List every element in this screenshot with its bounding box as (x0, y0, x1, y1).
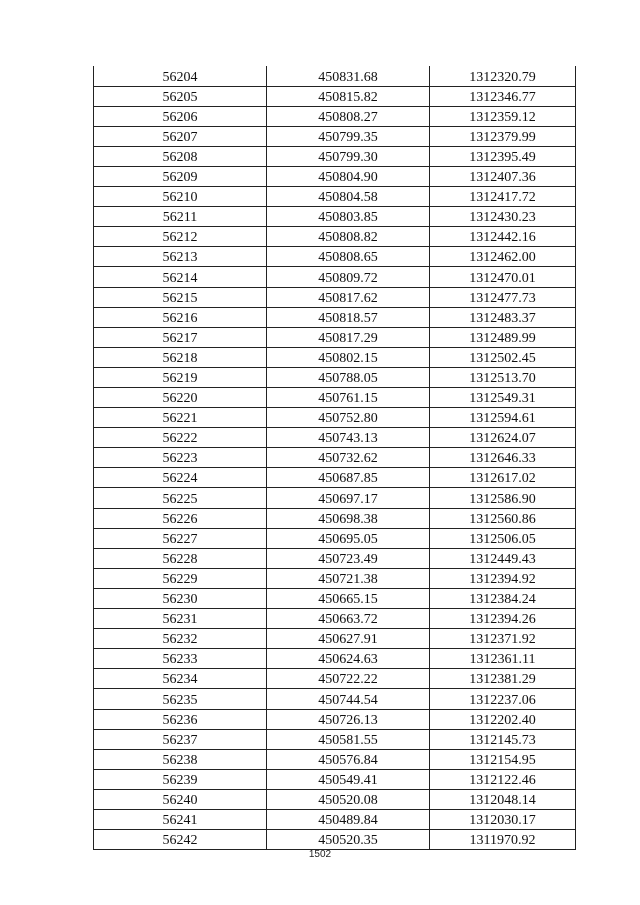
table-row (94, 669, 576, 689)
table-row (94, 227, 576, 247)
point-id-cell: 56214 (94, 267, 267, 287)
point-id-cell: 56232 (94, 629, 267, 649)
point-id-cell: 56223 (94, 448, 267, 468)
y-coordinate-cell: 1312430.23 (430, 207, 576, 227)
x-coordinate-cell: 450665.15 (267, 588, 430, 608)
coordinate-table-body (94, 66, 576, 850)
point-id-cell: 56207 (94, 126, 267, 146)
point-id-cell: 56237 (94, 729, 267, 749)
point-id-cell: 56206 (94, 106, 267, 126)
y-coordinate-cell: 1312379.99 (430, 126, 576, 146)
point-id-cell: 56229 (94, 568, 267, 588)
table-row (94, 468, 576, 488)
y-coordinate-cell: 1312202.40 (430, 709, 576, 729)
x-coordinate-cell: 450817.62 (267, 287, 430, 307)
x-coordinate-cell: 450624.63 (267, 649, 430, 669)
x-coordinate-cell: 450788.05 (267, 367, 430, 387)
y-coordinate-cell: 1312646.33 (430, 448, 576, 468)
table-row (94, 488, 576, 508)
x-coordinate-cell: 450808.65 (267, 247, 430, 267)
point-id-cell: 56217 (94, 327, 267, 347)
y-coordinate-cell: 1312560.86 (430, 508, 576, 528)
table-row (94, 689, 576, 709)
table-row (94, 388, 576, 408)
point-id-cell: 56211 (94, 207, 267, 227)
point-id-cell: 56236 (94, 709, 267, 729)
x-coordinate-cell: 450695.05 (267, 528, 430, 548)
x-coordinate-cell: 450726.13 (267, 709, 430, 729)
table-row (94, 428, 576, 448)
x-coordinate-cell: 450687.85 (267, 468, 430, 488)
point-id-cell: 56231 (94, 609, 267, 629)
point-id-cell: 56219 (94, 367, 267, 387)
y-coordinate-cell: 1312371.92 (430, 629, 576, 649)
y-coordinate-cell: 1312237.06 (430, 689, 576, 709)
y-coordinate-cell: 1311970.92 (430, 830, 576, 850)
table-row (94, 609, 576, 629)
y-coordinate-cell: 1312549.31 (430, 388, 576, 408)
point-id-cell: 56240 (94, 789, 267, 809)
y-coordinate-cell: 1312122.46 (430, 769, 576, 789)
point-id-cell: 56212 (94, 227, 267, 247)
y-coordinate-cell: 1312145.73 (430, 729, 576, 749)
y-coordinate-cell: 1312381.29 (430, 669, 576, 689)
point-id-cell: 56216 (94, 307, 267, 327)
table-row (94, 86, 576, 106)
y-coordinate-cell: 1312483.37 (430, 307, 576, 327)
x-coordinate-cell: 450761.15 (267, 388, 430, 408)
x-coordinate-cell: 450627.91 (267, 629, 430, 649)
page-number: 1502 (308, 849, 332, 860)
y-coordinate-cell: 1312394.26 (430, 609, 576, 629)
table-row (94, 448, 576, 468)
point-id-cell: 56235 (94, 689, 267, 709)
x-coordinate-cell: 450818.57 (267, 307, 430, 327)
table-row (94, 307, 576, 327)
table-row (94, 729, 576, 749)
table-row (94, 347, 576, 367)
x-coordinate-cell: 450799.35 (267, 126, 430, 146)
table-row (94, 629, 576, 649)
point-id-cell: 56221 (94, 408, 267, 428)
point-id-cell: 56224 (94, 468, 267, 488)
y-coordinate-cell: 1312449.43 (430, 548, 576, 568)
table-row (94, 327, 576, 347)
coordinate-table (93, 66, 576, 850)
point-id-cell: 56209 (94, 166, 267, 186)
point-id-cell: 56220 (94, 388, 267, 408)
x-coordinate-cell: 450743.13 (267, 428, 430, 448)
x-coordinate-cell: 450663.72 (267, 609, 430, 629)
point-id-cell: 56205 (94, 86, 267, 106)
table-row (94, 267, 576, 287)
y-coordinate-cell: 1312361.11 (430, 649, 576, 669)
point-id-cell: 56230 (94, 588, 267, 608)
x-coordinate-cell: 450803.85 (267, 207, 430, 227)
table-row (94, 508, 576, 528)
x-coordinate-cell: 450799.30 (267, 146, 430, 166)
x-coordinate-cell: 450520.08 (267, 789, 430, 809)
y-coordinate-cell: 1312513.70 (430, 367, 576, 387)
y-coordinate-cell: 1312462.00 (430, 247, 576, 267)
y-coordinate-cell: 1312502.45 (430, 347, 576, 367)
point-id-cell: 56210 (94, 187, 267, 207)
y-coordinate-cell: 1312394.92 (430, 568, 576, 588)
point-id-cell: 56225 (94, 488, 267, 508)
x-coordinate-cell: 450808.82 (267, 227, 430, 247)
y-coordinate-cell: 1312470.01 (430, 267, 576, 287)
y-coordinate-cell: 1312586.90 (430, 488, 576, 508)
y-coordinate-cell: 1312154.95 (430, 749, 576, 769)
y-coordinate-cell: 1312320.79 (430, 66, 576, 86)
table-row (94, 789, 576, 809)
y-coordinate-cell: 1312395.49 (430, 146, 576, 166)
y-coordinate-cell: 1312346.77 (430, 86, 576, 106)
x-coordinate-cell: 450697.17 (267, 488, 430, 508)
point-id-cell: 56215 (94, 287, 267, 307)
table-row (94, 528, 576, 548)
point-id-cell: 56239 (94, 769, 267, 789)
table-row (94, 367, 576, 387)
point-id-cell: 56218 (94, 347, 267, 367)
table-row (94, 247, 576, 267)
y-coordinate-cell: 1312407.36 (430, 166, 576, 186)
table-row (94, 830, 576, 850)
y-coordinate-cell: 1312617.02 (430, 468, 576, 488)
x-coordinate-cell: 450489.84 (267, 809, 430, 829)
x-coordinate-cell: 450732.62 (267, 448, 430, 468)
y-coordinate-cell: 1312489.99 (430, 327, 576, 347)
point-id-cell: 56213 (94, 247, 267, 267)
point-id-cell: 56233 (94, 649, 267, 669)
x-coordinate-cell: 450802.15 (267, 347, 430, 367)
x-coordinate-cell: 450744.54 (267, 689, 430, 709)
table-row (94, 207, 576, 227)
point-id-cell: 56242 (94, 830, 267, 850)
y-coordinate-cell: 1312594.61 (430, 408, 576, 428)
x-coordinate-cell: 450520.35 (267, 830, 430, 850)
table-row (94, 709, 576, 729)
y-coordinate-cell: 1312417.72 (430, 187, 576, 207)
x-coordinate-cell: 450722.22 (267, 669, 430, 689)
table-row (94, 146, 576, 166)
point-id-cell: 56226 (94, 508, 267, 528)
table-row (94, 649, 576, 669)
table-row (94, 408, 576, 428)
x-coordinate-cell: 450804.90 (267, 166, 430, 186)
point-id-cell: 56228 (94, 548, 267, 568)
y-coordinate-cell: 1312030.17 (430, 809, 576, 829)
point-id-cell: 56204 (94, 66, 267, 86)
y-coordinate-cell: 1312624.07 (430, 428, 576, 448)
table-row (94, 106, 576, 126)
table-row (94, 809, 576, 829)
point-id-cell: 56208 (94, 146, 267, 166)
x-coordinate-cell: 450815.82 (267, 86, 430, 106)
table-row (94, 287, 576, 307)
y-coordinate-cell: 1312048.14 (430, 789, 576, 809)
table-row (94, 769, 576, 789)
y-coordinate-cell: 1312359.12 (430, 106, 576, 126)
y-coordinate-cell: 1312442.16 (430, 227, 576, 247)
x-coordinate-cell: 450808.27 (267, 106, 430, 126)
x-coordinate-cell: 450576.84 (267, 749, 430, 769)
point-id-cell: 56241 (94, 809, 267, 829)
table-row (94, 749, 576, 769)
x-coordinate-cell: 450831.68 (267, 66, 430, 86)
point-id-cell: 56222 (94, 428, 267, 448)
x-coordinate-cell: 450723.49 (267, 548, 430, 568)
y-coordinate-cell: 1312384.24 (430, 588, 576, 608)
table-row (94, 126, 576, 146)
point-id-cell: 56234 (94, 669, 267, 689)
x-coordinate-cell: 450752.80 (267, 408, 430, 428)
x-coordinate-cell: 450809.72 (267, 267, 430, 287)
x-coordinate-cell: 450549.41 (267, 769, 430, 789)
x-coordinate-cell: 450581.55 (267, 729, 430, 749)
x-coordinate-cell: 450804.58 (267, 187, 430, 207)
table-row (94, 66, 576, 86)
point-id-cell: 56227 (94, 528, 267, 548)
table-row (94, 588, 576, 608)
x-coordinate-cell: 450817.29 (267, 327, 430, 347)
table-row (94, 548, 576, 568)
x-coordinate-cell: 450698.38 (267, 508, 430, 528)
table-row (94, 187, 576, 207)
table-row (94, 166, 576, 186)
y-coordinate-cell: 1312506.05 (430, 528, 576, 548)
point-id-cell: 56238 (94, 749, 267, 769)
table-row (94, 568, 576, 588)
x-coordinate-cell: 450721.38 (267, 568, 430, 588)
y-coordinate-cell: 1312477.73 (430, 287, 576, 307)
